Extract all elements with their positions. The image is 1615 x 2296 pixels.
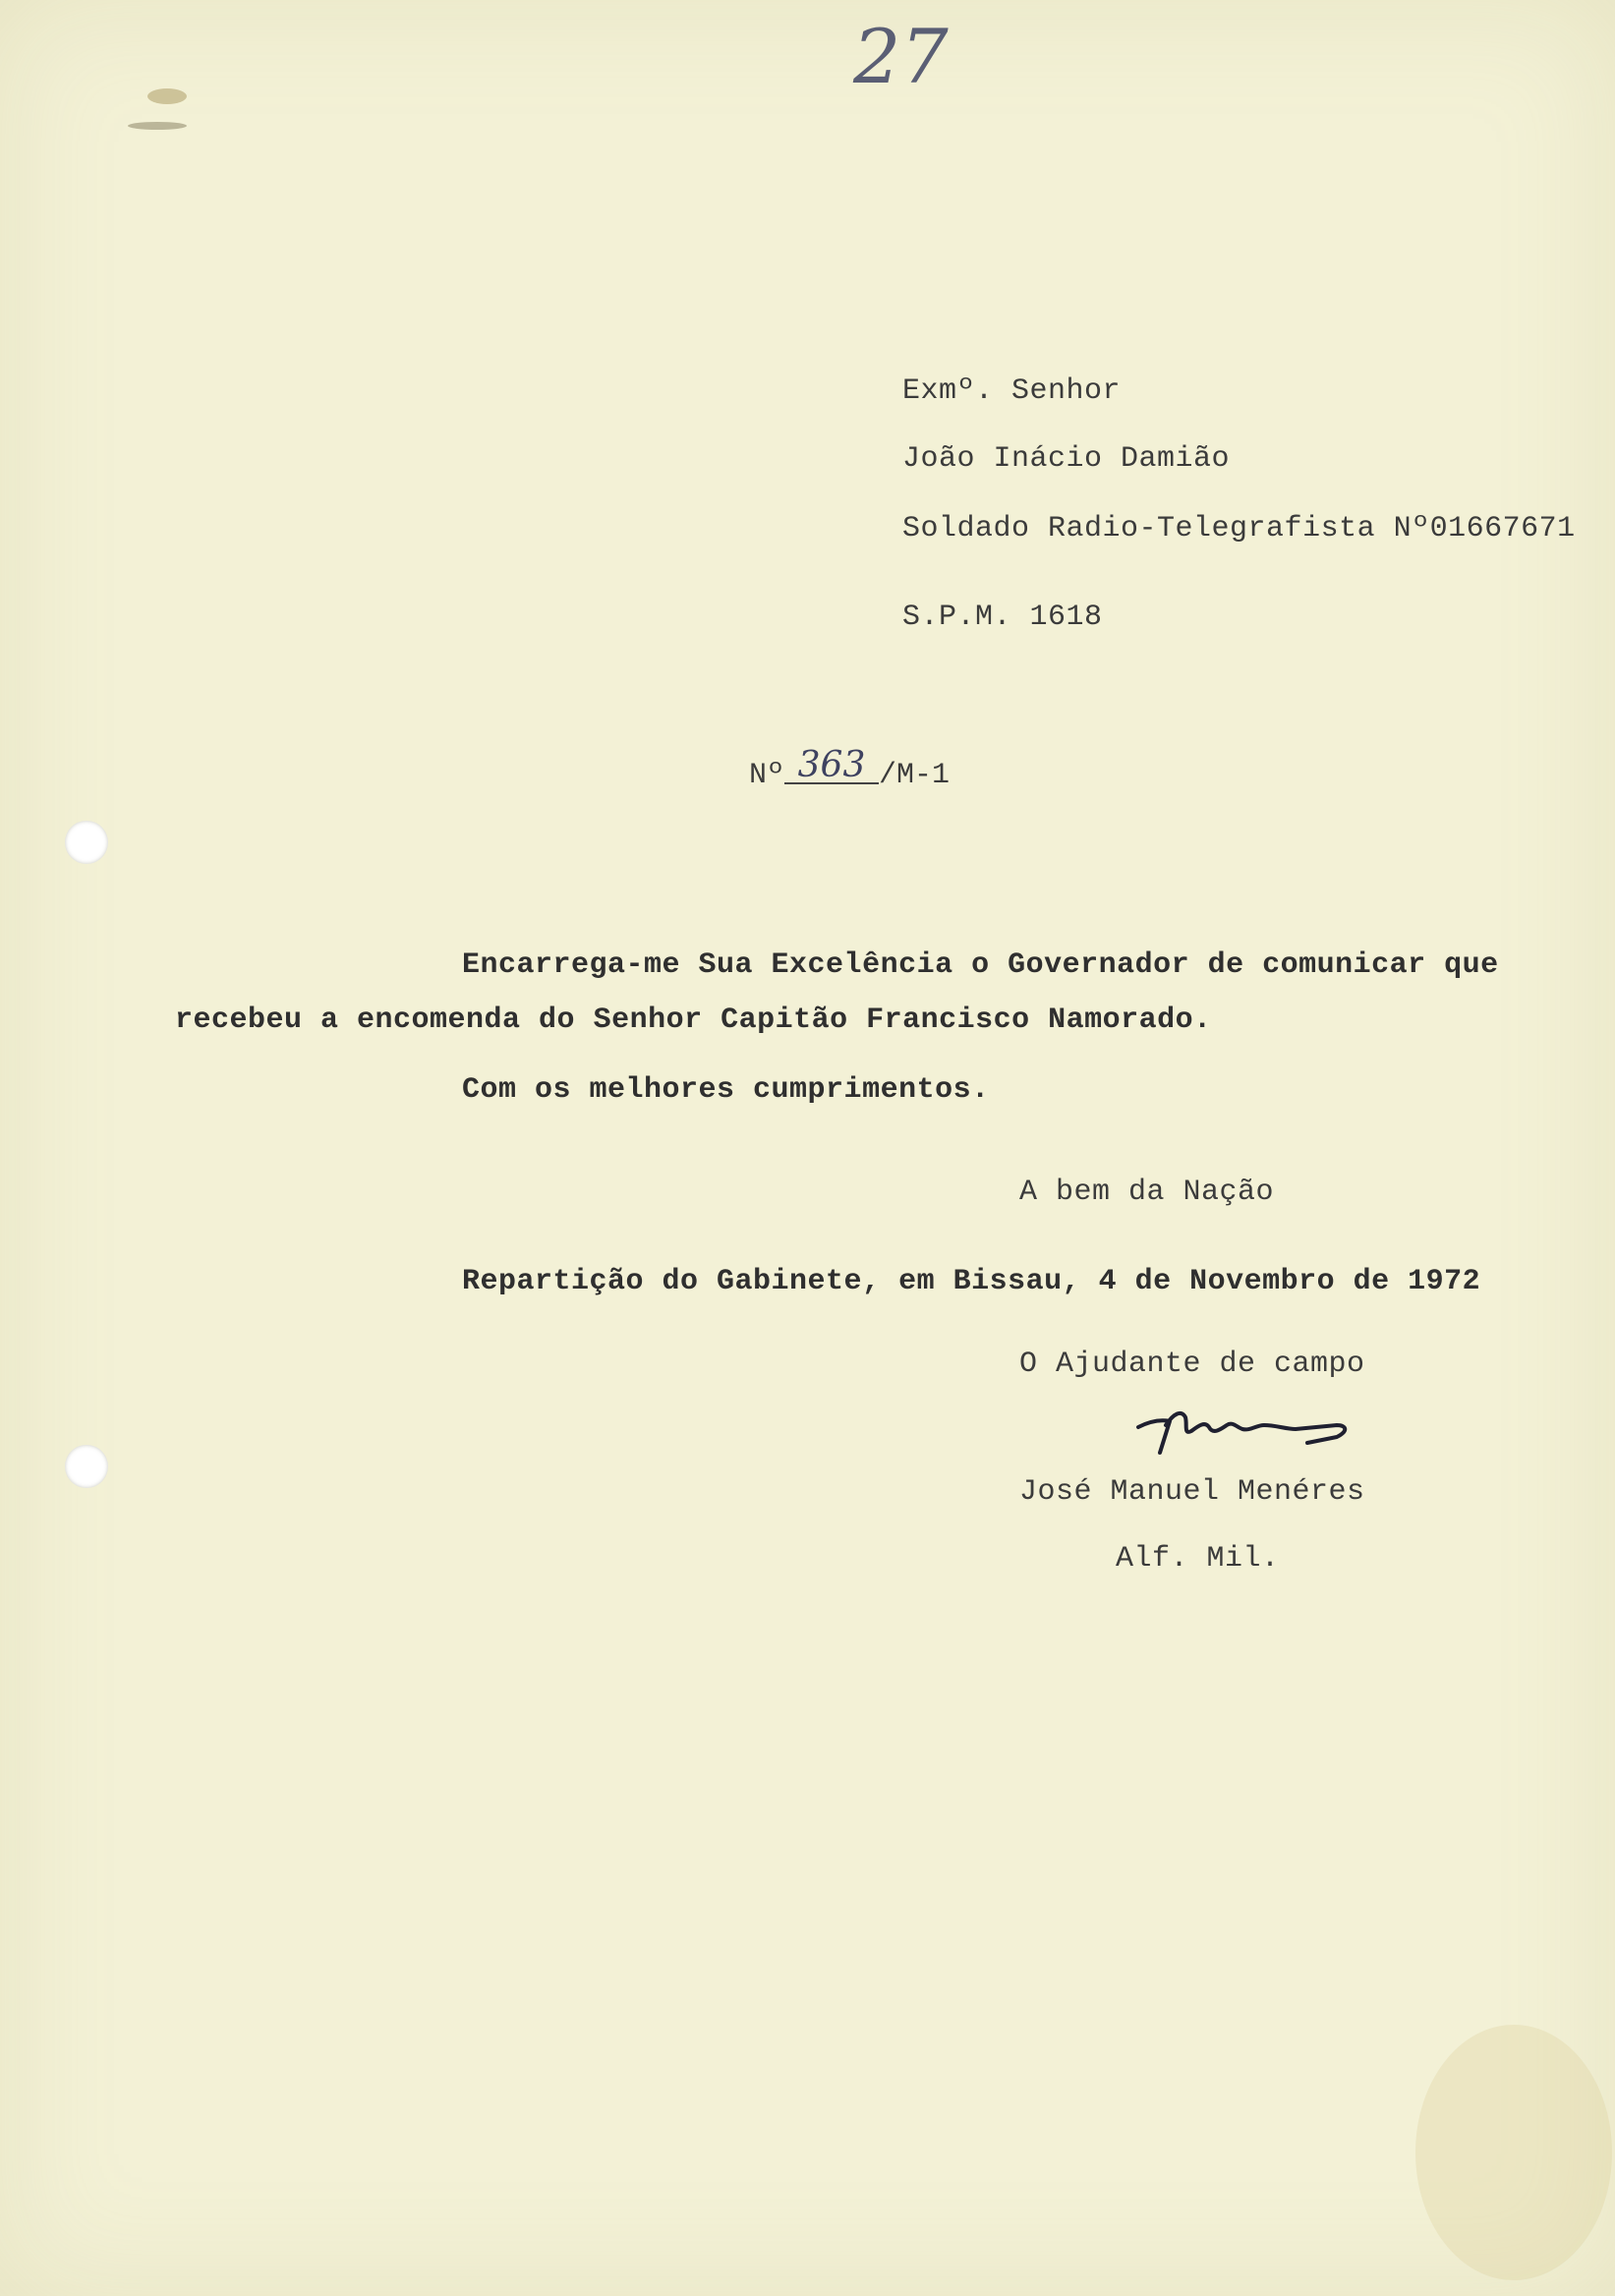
body-line-2: recebeu a encomenda do Senhor Capitão Francisco Namorado. — [175, 1004, 1212, 1037]
signer-title: O Ajudante de campo — [1019, 1348, 1365, 1381]
signature-icon — [1130, 1396, 1366, 1464]
paper-stain — [1415, 2025, 1612, 2280]
punch-hole-top — [65, 821, 108, 864]
recipient-postal: S.P.M. 1618 — [902, 601, 1103, 634]
signer-rank: Alf. Mil. — [1116, 1542, 1280, 1576]
reference-number — [749, 745, 951, 793]
punch-hole-bottom — [65, 1445, 108, 1488]
page-number: 27 — [853, 13, 949, 100]
body-line-1: Encarrega-me Sua Excelência o Governador de comunicar que — [462, 948, 1499, 982]
reference-handwritten-number: 363 — [784, 749, 879, 784]
recipient-name: João Inácio Damião — [902, 442, 1231, 476]
reference-prefix: Nº — [749, 759, 785, 792]
body-regards: Com os melhores cumprimentos. — [462, 1073, 990, 1107]
paper-stain — [147, 88, 187, 104]
signer-name: José Manuel Menéres — [1019, 1475, 1365, 1509]
recipient-rank: Soldado Radio-Telegrafista Nº01667671 — [902, 512, 1576, 545]
closing-motto: A bem da Nação — [1019, 1176, 1275, 1209]
recipient-salutation: Exmº. Senhor — [902, 374, 1122, 408]
reference-suffix: /M-1 — [879, 759, 951, 792]
closing-place-date: Repartição do Gabinete, em Bissau, 4 de Novembro de 1972 — [462, 1265, 1481, 1298]
paper-stain — [128, 122, 187, 130]
